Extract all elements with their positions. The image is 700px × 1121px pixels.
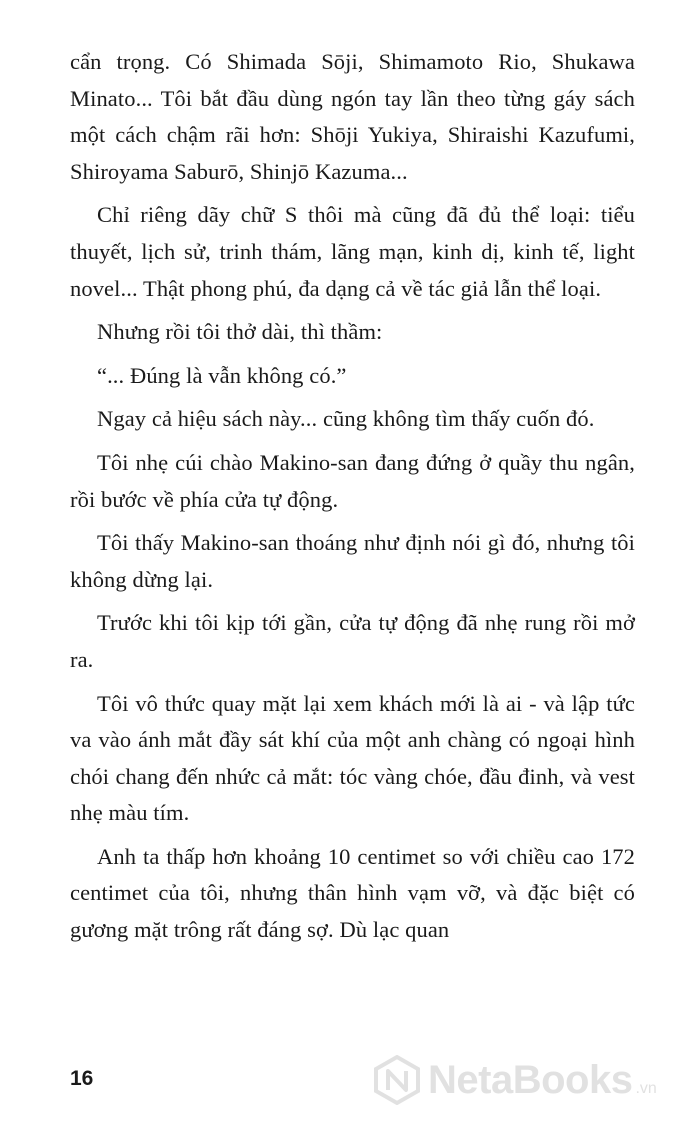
paragraph-dialogue: “... Đúng là vẫn không có.” <box>97 362 347 388</box>
paragraph: Tôi nhẹ cúi chào Makino-san đang đứng ở quầy thu ngân, rồi bước về phía cửa tự động. <box>70 449 635 512</box>
netabooks-logo-icon <box>372 1055 422 1105</box>
paragraph-continued: cẩn trọng. Có Shimada Sōji, Shimamoto Rio, Shukawa Minato... Tôi bắt đầu dùng ngón tay lần theo từng gáy sách một cách chậm rãi hơn: Shōji Yukiya, Shiraishi Kazufumi, Shiroyama Saburō, Shinjō Kazuma... <box>70 49 635 184</box>
watermark <box>372 1050 657 1110</box>
paragraph: Tôi vô thức quay mặt lại xem khách mới là ai - và lập tức va vào ánh mắt đầy sát khí của một anh chàng có ngoại hình chói chang đến nhức cả mắt: tóc vàng chóe, đầu đinh, và vest nhẹ màu tím. <box>70 690 635 826</box>
watermark-text: NetaBooks <box>428 1057 633 1102</box>
body-text <box>70 44 635 956</box>
paragraph: Ngay cả hiệu sách này... cũng không tìm thấy cuốn đó. <box>97 406 595 432</box>
page-number: 16 <box>70 1067 94 1090</box>
watermark-suffix: .vn <box>635 1080 657 1097</box>
paragraph: Tôi thấy Makino-san thoáng như định nói gì đó, nhưng tôi không dừng lại. <box>70 530 635 592</box>
paragraph: Nhưng rồi tôi thở dài, thì thầm: <box>97 319 383 345</box>
paragraph: Anh ta thấp hơn khoảng 10 centimet so với chiều cao 172 centimet của tôi, nhưng thân hình vạm vỡ, và đặc biệt có gương mặt trông rất đáng sợ. Dù lạc quan <box>70 843 635 943</box>
paragraph: Chỉ riêng dãy chữ S thôi mà cũng đã đủ thể loại: tiểu thuyết, lịch sử, trinh thám, lãng mạn, kinh dị, kinh tế, light novel... Thật phong phú, đa dạng cả về tác giả lẫn thể loại. <box>70 202 635 301</box>
paragraph: Trước khi tôi kịp tới gần, cửa tự động đã nhẹ rung rồi mở ra. <box>70 610 635 672</box>
